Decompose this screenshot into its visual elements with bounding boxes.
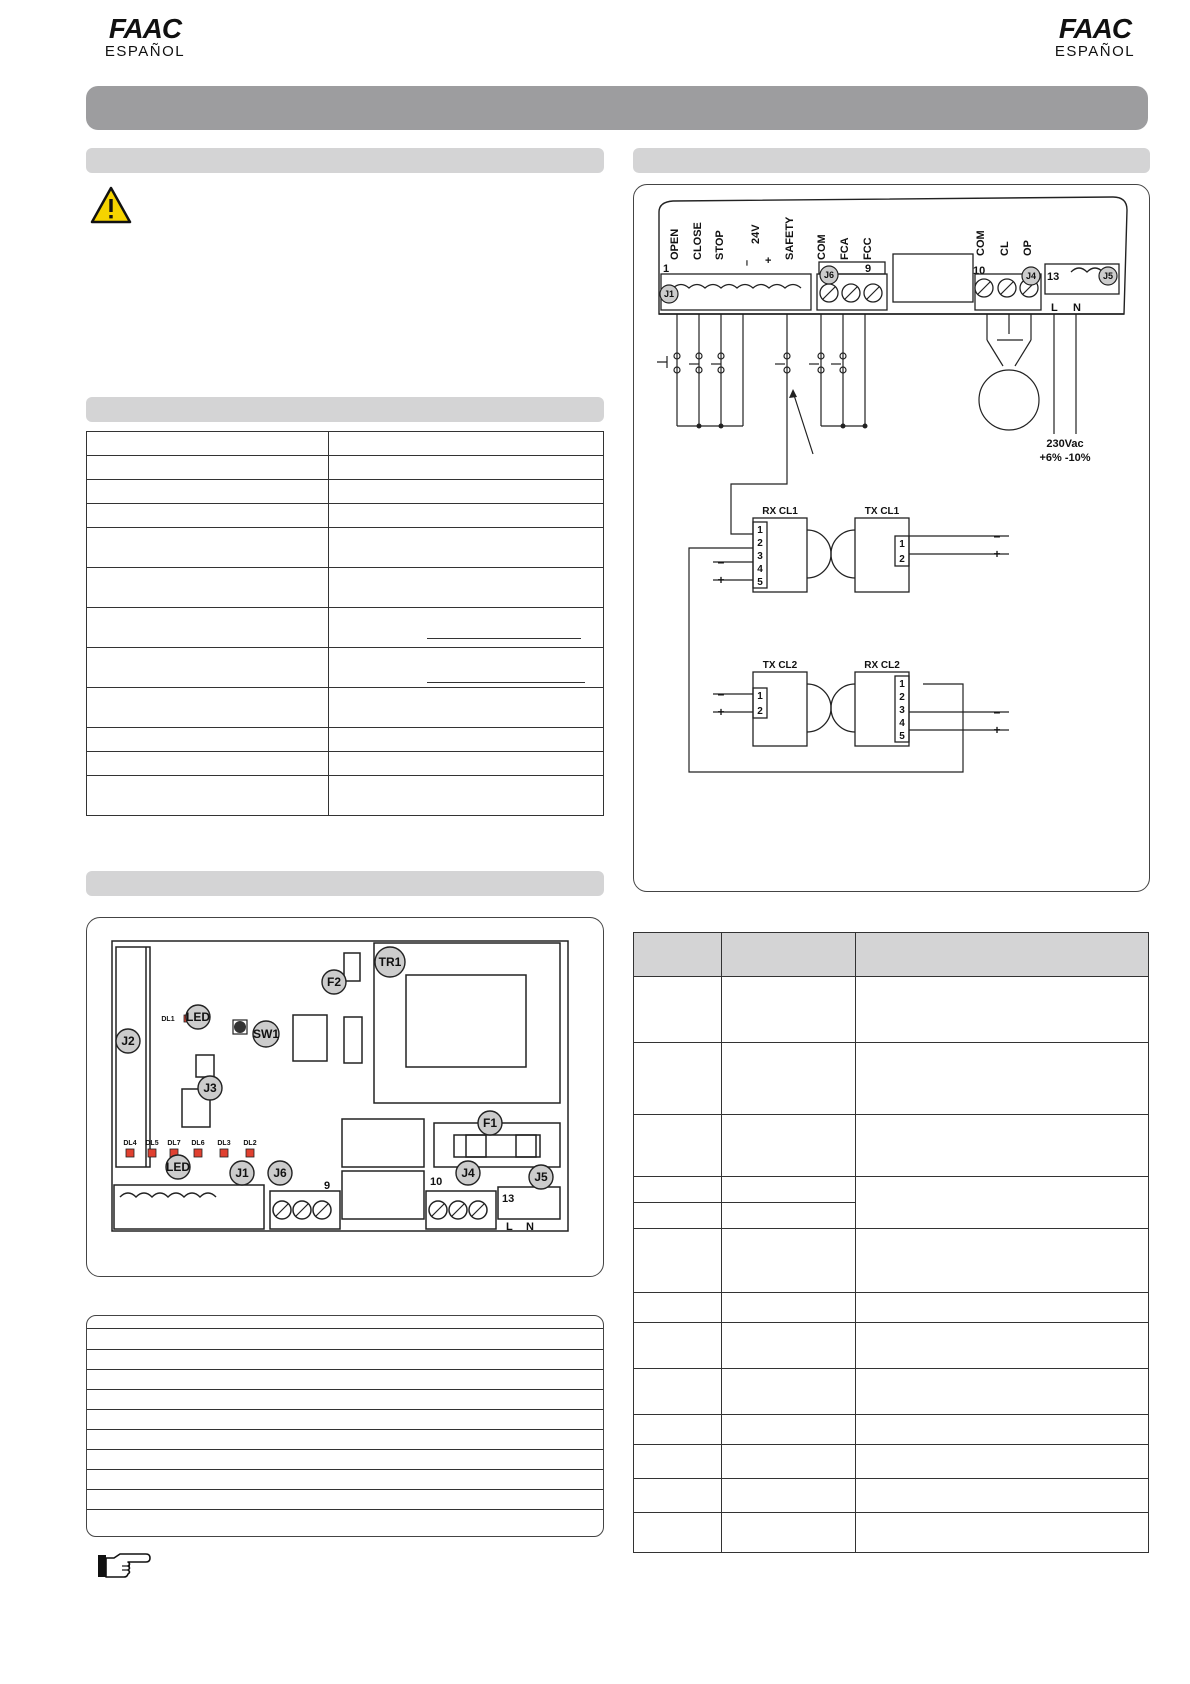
rx-cl2-label: RX CL2 (864, 660, 900, 671)
table-row (634, 1229, 1149, 1293)
table-row (634, 977, 1149, 1043)
table-row (87, 728, 604, 752)
table-row (87, 608, 604, 648)
terminal-number: 9 (324, 1180, 331, 1192)
section-bar-connections (633, 148, 1150, 173)
table-row (634, 1369, 1149, 1415)
polarity-plus: + (717, 573, 725, 587)
pin-number: 3 (757, 551, 763, 562)
brand-mark: FAAC (1058, 13, 1132, 44)
table-row (87, 688, 604, 728)
label-j6: J6 (273, 1166, 287, 1180)
label-j5: J5 (1102, 271, 1114, 281)
polarity-plus: + (993, 723, 1001, 737)
rx-cl1-label: RX CL1 (762, 506, 798, 517)
supply-tolerance: +6% -10% (1039, 452, 1091, 464)
table-row (634, 1479, 1149, 1513)
section-bar-technical-specs (86, 397, 604, 422)
table-row (87, 504, 604, 528)
table-row (634, 1415, 1149, 1445)
polarity-minus: – (717, 555, 725, 569)
terminal-label-fcc: FCC (862, 237, 874, 260)
tx-cl1-label: TX CL1 (864, 506, 900, 517)
brand-mark: FAAC (108, 13, 182, 44)
terminal-label-cl: CL (999, 241, 1011, 256)
polarity-minus: – (993, 705, 1001, 719)
wiring-diagram (633, 184, 1150, 892)
pointing-hand-icon (96, 1550, 152, 1582)
terminal-number: 13 (1047, 271, 1060, 283)
table-row (87, 480, 604, 504)
terminal-label-stop: STOP (714, 230, 726, 260)
table-row (87, 568, 604, 608)
polarity-minus: – (717, 687, 725, 701)
pin-number: 2 (899, 692, 905, 703)
label-f1: F1 (482, 1116, 498, 1130)
table-row (634, 1323, 1149, 1369)
table-row (634, 1293, 1149, 1323)
terminal-label-close: CLOSE (692, 222, 704, 260)
label-tr1: TR1 (378, 955, 402, 969)
label-f2: F2 (326, 975, 342, 989)
table-row (634, 1043, 1149, 1115)
table-row (634, 1177, 1149, 1203)
language-label: ESPAÑOL (104, 43, 186, 60)
pin-number: 3 (899, 705, 905, 716)
supply-voltage: 230Vac (1046, 438, 1084, 450)
terminal-number: 1 (663, 263, 670, 275)
led-status-table (86, 1315, 604, 1537)
terminal-label-minus: – (741, 259, 753, 266)
polarity-minus: – (993, 529, 1001, 543)
terminal-label-com: COM (816, 234, 828, 260)
table-row (87, 432, 604, 456)
terminal-label-24v: 24V (750, 224, 762, 244)
faac-logo-right (1030, 14, 1160, 60)
pin-number: 1 (757, 525, 763, 536)
label-j2: J2 (121, 1034, 135, 1048)
led-label: DL7 (167, 1140, 181, 1147)
label-j1: J1 (663, 289, 675, 299)
pin-number: 2 (899, 554, 905, 565)
mains-n-label: N (1073, 302, 1081, 314)
label-j1: J1 (235, 1166, 249, 1180)
pin-number: 1 (899, 679, 905, 690)
pin-number: 5 (899, 731, 905, 742)
label-led: LED (186, 1010, 210, 1024)
pin-number: 4 (757, 564, 763, 575)
table-header-row (634, 933, 1149, 977)
table-row (634, 1513, 1149, 1553)
terminal-description-table (633, 932, 1149, 1553)
terminal-number: 10 (973, 265, 986, 277)
table-row (634, 1445, 1149, 1479)
polarity-plus: + (717, 705, 725, 719)
pin-number: 1 (899, 539, 905, 550)
led-label-dl1: DL1 (161, 1016, 175, 1023)
table-row (87, 456, 604, 480)
terminal-label-com: COM (975, 230, 987, 256)
terminal-number: 9 (865, 263, 872, 275)
label-j4: J4 (1025, 271, 1037, 281)
terminal-label-plus: + (765, 255, 772, 267)
page-title-bar (86, 86, 1148, 130)
terminal-label-op: OP (1022, 240, 1034, 256)
technical-specs-table (86, 431, 604, 816)
table-row (87, 528, 604, 568)
tx-cl2-label: TX CL2 (762, 660, 798, 671)
led-label: DL3 (217, 1140, 231, 1147)
label-led: LED (166, 1160, 190, 1174)
label-sw1: SW1 (252, 1027, 280, 1041)
pin-number: 4 (899, 718, 905, 729)
pin-number: 1 (757, 691, 763, 702)
mains-l-label: L (1051, 302, 1058, 314)
label-j6: J6 (823, 270, 835, 280)
section-bar-board-layout (86, 871, 604, 896)
mains-n-label: N (526, 1221, 534, 1233)
mains-l-label: L (506, 1221, 513, 1233)
label-j3: J3 (203, 1081, 217, 1095)
warning-icon (90, 186, 132, 224)
faac-logo-left (80, 14, 210, 60)
terminal-number: 10 (430, 1176, 443, 1188)
terminal-number: 13 (502, 1193, 515, 1205)
table-row (87, 648, 604, 688)
polarity-plus: + (993, 547, 1001, 561)
table-row (87, 752, 604, 776)
board-layout-diagram (86, 917, 604, 1277)
pin-number: 5 (757, 577, 763, 588)
label-j5: J5 (534, 1170, 548, 1184)
pin-number: 2 (757, 706, 763, 717)
label-j4: J4 (461, 1166, 475, 1180)
terminal-label-fca: FCA (839, 237, 851, 260)
led-label: DL6 (191, 1140, 205, 1147)
language-label: ESPAÑOL (1054, 43, 1136, 60)
pin-number: 2 (757, 538, 763, 549)
led-label: DL5 (145, 1140, 159, 1147)
table-row (87, 776, 604, 816)
led-label: DL4 (123, 1140, 137, 1147)
terminal-label-open: OPEN (669, 228, 681, 260)
terminal-label-safety: SAFETY (784, 216, 796, 260)
table-row (634, 1115, 1149, 1177)
led-label: DL2 (243, 1140, 257, 1147)
section-bar-warnings (86, 148, 604, 173)
